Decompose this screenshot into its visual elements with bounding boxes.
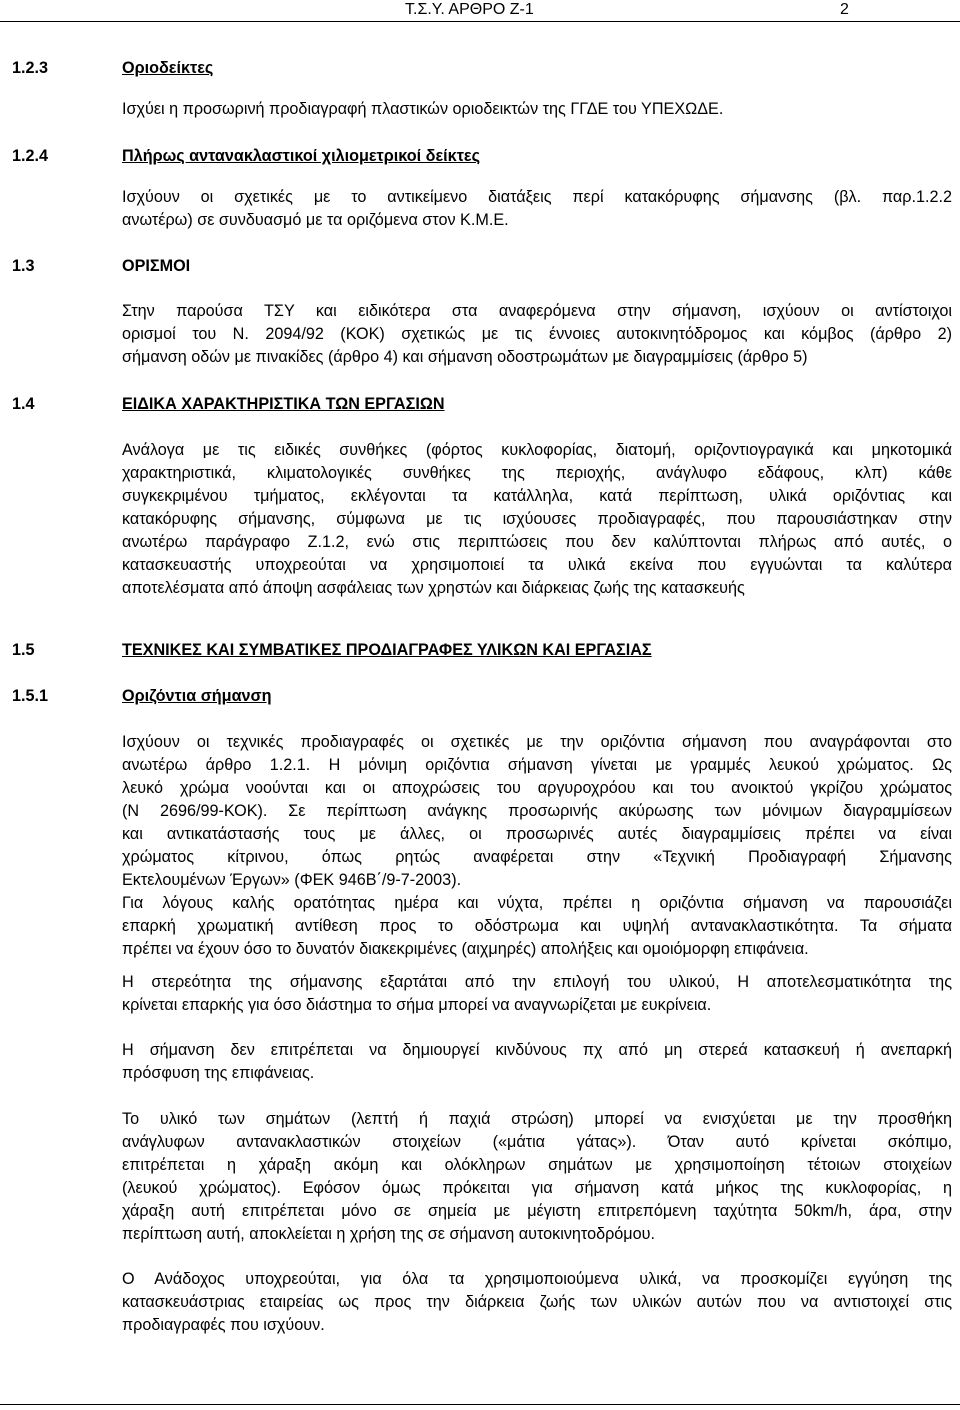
paragraph-1-2-3: Ισχύει η προσωρινή προδιαγραφή πλαστικών οριοδεικτών της ΓΓΔΕ του ΥΠΕΧΩΔΕ.	[122, 100, 724, 118]
section-title: ΟΡΙΣΜΟΙ	[122, 257, 191, 275]
paragraph-1-5-1-d: Το υλικό των σημάτων (λεπτή ή παχιά στρώση) μπορεί να ενισχύεται με την προσθήκη ανάγλυφων αντανακλαστικών στοιχείων («μάτια γάτας»). Όταν αυτό κρίνεται σκόπιμο, επιτρέπεται η χάραξη ακόμη και ολόκληρων σημάτων με χρησιμοποίηση τέτοιων στοιχείων (λευκού χρώματος). Εφόσον όμως πρόκειται για σήμανση κατά μήκος της κυκλοφορίας, η χάραξη αυτή επιτρέπεται μόνο σε σημεία με μέγιστη επιτρεπόμενη ταχύτητα 50km/h, άρα, στην περίπτωση αυτή, αποκλείεται η χρήση της σε σήμανση αυτοκινητοδρόμου.	[122, 1110, 952, 1243]
paragraph-1-3: Στην παρούσα ΤΣΥ και ειδικότερα στα αναφερόμενα στην σήμανση, ισχύουν οι αντίστοιχοι ορισμοί του Ν. 2094/92 (ΚΟΚ) σχετικώς με τις έννοιες αυτοκινητόδρομος και κόμβος (άρθρο 2) σήμανση οδών με πινακίδες (άρθρο 4) και σήμανση οδοστρωμάτων με διαγραμμίσεις (άρθρο 5)	[122, 302, 952, 366]
section-number: 1.5.1	[12, 687, 49, 705]
section-title: Οριζόντια σήμανση	[122, 687, 272, 705]
footer-rule	[0, 1404, 960, 1405]
paragraph-1-5-1-a: Ισχύουν οι τεχνικές προδιαγραφές οι σχετικές με την οριζόντια σήμανση που αναγράφονται στο ανωτέρω άρθρο 1.2.1. Η μόνιμη οριζόντια σήμανση γίνεται με γραμμές λευκού χρώματος. Ως λευκό χρώμα νοούνται και οι αποχρώσεις του αργυροχρόου και του ανοικτού γκρίζου χρώματος (Ν 2696/99-ΚΟΚ). Σε περίπτωση ανάγκης προσωρινής ακύρωσης των μόνιμων διαγραμμίσεων και αντικατάστασής τους με άλλες, οι προσωρινές αυτές διαγραμμίσεις πρέπει να είναι χρώματος κίτρινου, όπως ρητώς αναφέρεται στην «Τεχνική Προδιαγραφή Σήμανσης Εκτελουμένων Έργων» (ΦΕΚ 946Β΄/9-7-2003). Για λόγους καλής ορατότητας ημέρα και νύχτα, πρέπει η οριζόντια σήμανση να παρουσιάζει επαρκή χρωματική αντίθεση προς το οδόστρωμα και υψηλή αντανακλαστικότητα. Τα σήματα πρέπει να έχουν όσο το δυνατόν διακεκριμένες (αιχμηρές) απολήξεις και ομοιόμορφη επιφάνεια.	[122, 733, 952, 958]
paragraph-1-2-4: Ισχύουν οι σχετικές με το αντικείμενο διατάξεις περί κατακόρυφης σήμανσης (βλ. παρ.1.2.2 ανωτέρω) σε συνδυασμό με τα οριζόμενα στον Κ.Μ.Ε.	[122, 188, 952, 229]
section-number: 1.4	[12, 395, 35, 413]
section-title: ΤΕΧΝΙΚΕΣ ΚΑΙ ΣΥΜΒΑΤΙΚΕΣ ΠΡΟΔΙΑΓΡΑΦΕΣ ΥΛΙΚΩΝ ΚΑΙ ΕΡΓΑΣΙΑΣ	[122, 641, 652, 659]
header-rule	[0, 21, 960, 22]
paragraph-1-5-1-b: Η στερεότητα της σήμανσης εξαρτάται από την επιλογή του υλικού, Η αποτελεσματικότητα της κρίνεται επαρκής για όσο διάστημα το σήμα μπορεί να αναγνωρίζεται με ευκρίνεια.	[122, 973, 952, 1014]
page-number: 2	[840, 1, 849, 18]
paragraph-1-4: Ανάλογα με τις ειδικές συνθήκες (φόρτος κυκλοφορίας, διατομή, οριζοντιογραγικά και μηκοτομικά χαρακτηριστικά, κλιματολογικές συνθήκες της περιοχής, ανάγλυφο εδάφους, κλπ) κάθε συγκεκριμένου τμήματος, εκλέγονται τα κατάλληλα, κατά περίπτωση, υλικά οριζόντιας και κατακόρυφης σήμανσης, σύμφωνα με τις ισχύουσες προδιαγραφές, που παρουσιάστηκαν στην ανωτέρω παράγραφο Ζ.1.2, ενώ στις περιπτώσεις που δεν καλύπτονται πλήρως από αυτές, ο κατασκευαστής υποχρεούται να χρησιμοποιεί τα υλικά εκείνα που εγγυώνται τα καλύτερα αποτελέσματα από άποψη ασφάλειας των χρηστών και διάρκειας ζωής της κατασκευής	[122, 441, 952, 597]
paragraph-1-5-1-e: Ο Ανάδοχος υποχρεούται, για όλα τα χρησιμοποιούμενα υλικά, να προσκομίζει εγγύηση της κατασκευάστριας εταιρείας ως προς την διάρκεια ζωής των υλικών αυτών που να αντιστοιχεί στις προδιαγραφές που ισχύουν.	[122, 1270, 952, 1334]
header-title: Τ.Σ.Υ. ΑΡΘΡΟ Ζ-1	[405, 1, 534, 18]
section-title: Οριοδείκτες	[122, 59, 214, 77]
section-number: 1.2.4	[12, 147, 49, 165]
section-number: 1.2.3	[12, 59, 49, 77]
paragraph-1-5-1-c: Η σήμανση δεν επιτρέπεται να δημιουργεί κινδύνους πχ από μη στερεά κατασκευή ή ανεπαρκή πρόσφυση της επιφάνειας.	[122, 1041, 952, 1082]
section-number: 1.3	[12, 257, 35, 275]
section-title: ΕΙΔΙΚΑ ΧΑΡΑΚΤΗΡΙΣΤΙΚΑ ΤΩΝ ΕΡΓΑΣΙΩΝ	[122, 395, 445, 413]
page-header	[0, 0, 960, 22]
section-title: Πλήρως αντανακλαστικοί χιλιομετρικοί δείκτες	[122, 147, 481, 165]
section-number: 1.5	[12, 641, 35, 659]
